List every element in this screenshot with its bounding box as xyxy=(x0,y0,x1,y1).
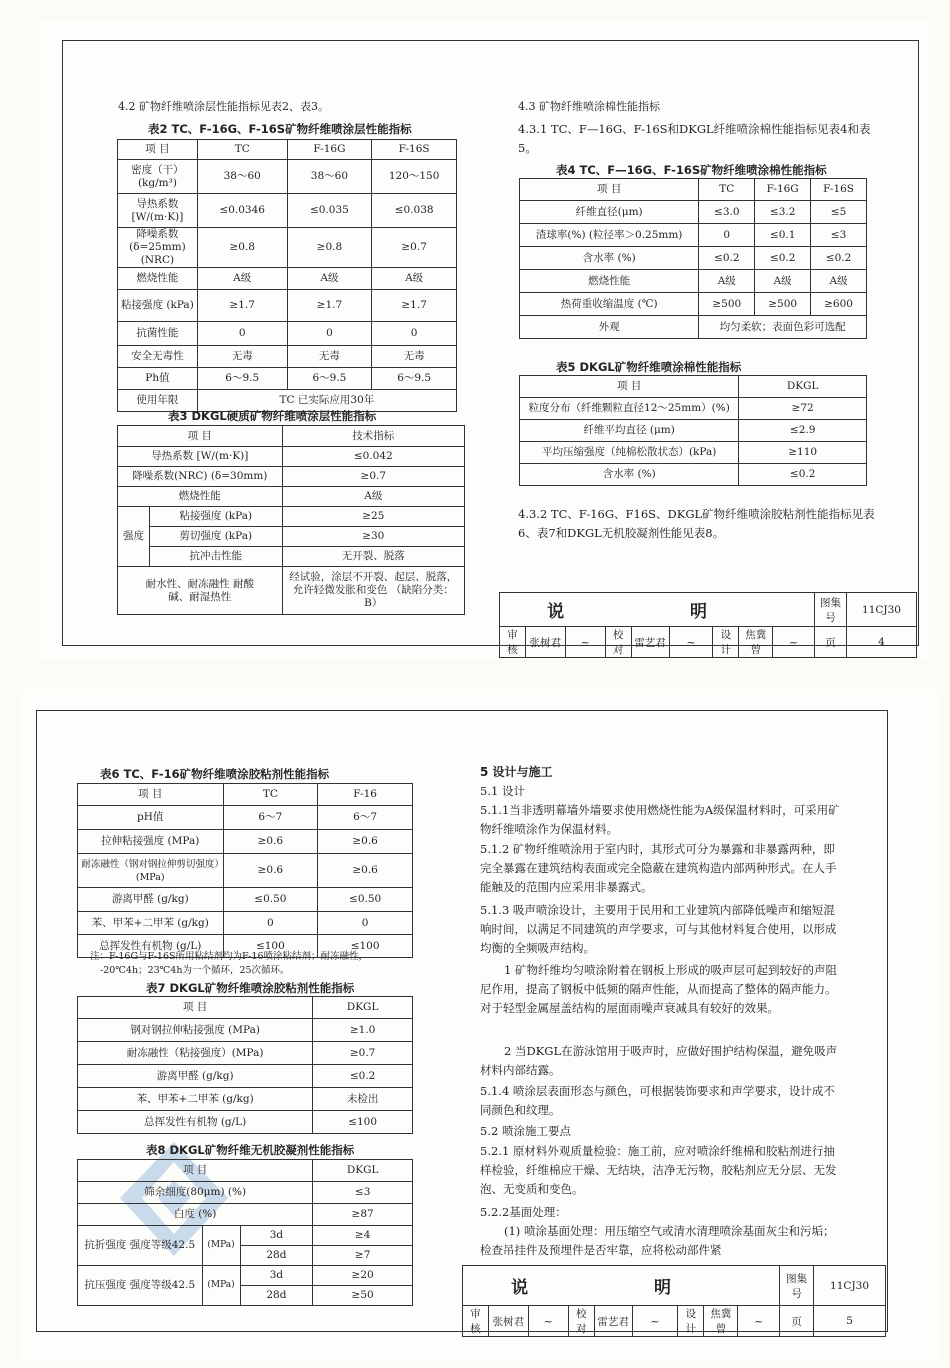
table-cell: 燃烧性能 xyxy=(118,268,198,290)
table-row xyxy=(520,224,867,247)
table-cell: 苯、甲苯+二甲苯 (g/kg) xyxy=(78,912,224,935)
table-cell: 剪切强度 (kPa) xyxy=(149,527,282,547)
table-cell: ≥0.6 xyxy=(318,854,413,888)
table-row xyxy=(520,376,867,398)
table-cell: ≤0.2 xyxy=(313,1065,413,1088)
table-row xyxy=(520,270,867,293)
table-row xyxy=(118,487,465,507)
table-cell: TC 已实际应用30年 xyxy=(197,390,456,412)
table-row xyxy=(463,1306,886,1337)
table-cell: ≤0.0346 xyxy=(197,194,287,228)
table-cell: 3d xyxy=(240,1226,313,1246)
table-row xyxy=(78,806,413,830)
table-cell: ≤100 xyxy=(313,1111,413,1134)
table-row xyxy=(520,464,867,486)
table-cell: 外观 xyxy=(520,316,699,339)
table-row xyxy=(118,346,457,368)
table-header-cell: TC xyxy=(197,140,287,160)
table-cell: ≥0.6 xyxy=(223,830,318,854)
table-cell: 粘接强度 (kPa) xyxy=(118,290,198,322)
table-cell: 燃烧性能 xyxy=(118,487,283,507)
table-cell: 0 xyxy=(197,322,287,346)
table-cell: Ph值 xyxy=(118,368,198,390)
table-cell: 38～60 xyxy=(197,160,287,194)
section-4-2-intro: 4.2 矿物纤维喷涂层性能指标见表2、表3。 xyxy=(118,100,329,113)
table-row xyxy=(520,179,867,201)
table-cell: 无毒 xyxy=(372,346,457,368)
atlas-label: 图集号 xyxy=(815,593,847,627)
table-cell: ≤3.2 xyxy=(755,201,811,224)
table-cell: 耐水性、耐冻融性 耐酸碱、耐湿热性 xyxy=(118,567,283,615)
section-5-1-1-text: 5.1.1当非透明幕墙外墙要求使用燃烧性能为A级保温材料时，可采用矿物纤维喷涂作为保温材料。 xyxy=(480,803,840,836)
table-cell: 抗折强度 强度等级42.5 xyxy=(78,1226,203,1266)
table-cell: 使用年限 xyxy=(118,390,198,412)
table-cell: ≤3 xyxy=(313,1182,413,1204)
table-row xyxy=(78,1266,413,1286)
table-cell: A级 xyxy=(287,268,372,290)
table-cell: 3d xyxy=(240,1266,313,1286)
table-row xyxy=(118,467,465,487)
table-header-cell: 项 目 xyxy=(78,784,224,806)
table-cell: ≤0.1 xyxy=(755,224,811,247)
table-cell: 热荷重收缩温度 (℃) xyxy=(520,293,699,316)
section-5-1-4-text: 5.1.4 喷涂层表面形态与颜色，可根据装饰要求和声学要求，设计成不同颜色和纹理。 xyxy=(480,1084,835,1117)
table-row xyxy=(520,398,867,420)
table-cell: ≥4 xyxy=(313,1226,413,1246)
section-4-3-heading: 4.3 矿物纤维喷涂棉性能指标 xyxy=(518,100,660,113)
table-cell: 6～7 xyxy=(318,806,413,830)
table-cell: ≥72 xyxy=(739,398,867,420)
table-row xyxy=(118,507,465,527)
table-row xyxy=(78,1226,413,1246)
checker-name: 雷艺君 xyxy=(594,1306,632,1337)
table-cell: ≤0.2 xyxy=(755,247,811,270)
checker-signature: ~ xyxy=(669,627,713,658)
reviewer-signature: ~ xyxy=(565,627,605,658)
table-cell: 密度（干）(kg/m³) xyxy=(118,160,198,194)
table-cell: 总挥发性有机物 (g/L) xyxy=(78,1111,313,1134)
table-2 xyxy=(117,139,457,412)
table-cell: 抗冲击性能 xyxy=(149,547,282,567)
table-row xyxy=(118,567,465,615)
table-cell: ≤2.9 xyxy=(739,420,867,442)
table-cell: ≤0.2 xyxy=(811,247,867,270)
table-cell: 120～150 xyxy=(372,160,457,194)
table-cell: ≥0.8 xyxy=(287,228,372,268)
table-row xyxy=(118,140,457,160)
table-3 xyxy=(117,425,465,615)
table-cell: ≤0.035 xyxy=(287,194,372,228)
table-cell: 导热系数 [W/(m·K)] xyxy=(118,447,283,467)
table-cell: 耐冻融性（钢对钢拉伸剪切强度）(MPa) xyxy=(78,854,224,888)
table-3-caption: 表3 DKGL硬质矿物纤维喷涂层性能指标 xyxy=(168,409,377,423)
check-label: 校对 xyxy=(568,1306,594,1337)
section-5-heading: 5 设计与施工 xyxy=(480,765,553,779)
table-cell: 6～9.5 xyxy=(197,368,287,390)
table-cell: ≤100 xyxy=(223,935,318,958)
table-row xyxy=(118,368,457,390)
table-row xyxy=(78,1111,413,1134)
table-cell: 粒度分布（纤维颗粒直径12～25mm）(%) xyxy=(520,398,739,420)
table-cell: 28d xyxy=(240,1246,313,1266)
table-header-cell: 项 目 xyxy=(78,997,313,1019)
table-cell: ≤5 xyxy=(811,201,867,224)
table-4 xyxy=(519,178,867,339)
table-cell: 筛余细度(80μm) (%) xyxy=(78,1182,313,1204)
page-number: 5 xyxy=(814,1306,886,1337)
table-header-cell: 项 目 xyxy=(78,1160,313,1182)
table-cell: 均匀柔软；表面色彩可选配 xyxy=(699,316,867,339)
table-8-caption: 表8 DKGL矿物纤维无机胶凝剂性能指标 xyxy=(146,1143,355,1157)
table-header-cell: 项 目 xyxy=(118,140,198,160)
table-row xyxy=(118,426,465,447)
table-cell: ≥1.7 xyxy=(287,290,372,322)
section-5-1-3-text: 5.1.3 吸声喷涂设计，主要用于民用和工业建筑内部降低噪声和缩短混响时间，以满足不同建筑的声学要求，可与其他材料复合使用，以形成均衡的全频吸声结构。 xyxy=(480,903,837,955)
section-5-1-3-item-1: 1 矿物纤维均匀喷涂附着在钢板上形成的吸声层可起到较好的声阻尼作用，提高了钢板中低频的隔声性能，从而提高了整体的隔声能力。对于轻型金属屋盖结构的屋面雨噪声衰减具有较好的效果。 xyxy=(480,963,837,1015)
table-cell: 平均压缩强度（纯棉松散状态）(kPa) xyxy=(520,442,739,464)
table-cell: 6～9.5 xyxy=(372,368,457,390)
table-cell: ≤0.50 xyxy=(223,888,318,912)
table-header-cell: DKGL xyxy=(313,997,413,1019)
table-row xyxy=(118,547,465,567)
table-cell: ≥1.7 xyxy=(197,290,287,322)
table-6-caption: 表6 TC、F-16矿物纤维喷涂胶粘剂性能指标 xyxy=(100,767,330,781)
section-4-3-2-text: 4.3.2 TC、F-16G、F16S、DKGL矿物纤维喷涂胶粘剂性能指标见表6、表7和DKGL无机胶凝剂性能见表8。 xyxy=(518,507,875,540)
table-row xyxy=(500,593,917,627)
table-cell: 0 xyxy=(372,322,457,346)
section-5-1-2-text: 5.1.2 矿物纤维喷涂用于室内时，其形式可分为暴露和非暴露两种，即完全暴露在建筑结构表面或完全隐蔽在建筑构造内部两种形式。在人手能触及的范围内应采用非暴露式。 xyxy=(480,842,837,894)
table-row xyxy=(520,201,867,224)
table-cell: 拉伸粘接强度 (MPa) xyxy=(78,830,224,854)
page-2-title-block xyxy=(462,1265,886,1337)
table-row xyxy=(78,1065,413,1088)
table-row xyxy=(118,290,457,322)
table-cell: ≤0.2 xyxy=(699,247,755,270)
table-row xyxy=(118,228,457,268)
table-header-cell: DKGL xyxy=(739,376,867,398)
title-block-title: 说 明 xyxy=(463,1266,780,1306)
table-cell: 0 xyxy=(287,322,372,346)
table-row xyxy=(78,1182,413,1204)
table-cell: ≥25 xyxy=(282,507,464,527)
atlas-number: 11CJ30 xyxy=(814,1266,886,1306)
table-7-caption: 表7 DKGL矿物纤维喷涂胶粘剂性能指标 xyxy=(146,981,355,995)
page-label: 页 xyxy=(815,627,847,658)
title-block-title: 说 明 xyxy=(500,593,815,627)
reviewer-signature: ~ xyxy=(528,1306,568,1337)
table-row xyxy=(463,1266,886,1306)
section-5-2-2-text: 5.2.2基面处理： xyxy=(480,1205,567,1219)
checker-signature: ~ xyxy=(632,1306,678,1337)
atlas-number: 11CJ30 xyxy=(847,593,917,627)
table-cell: 纤维直径(μm) xyxy=(520,201,699,224)
table-row xyxy=(78,1204,413,1226)
table-cell: 抗压强度 强度等级42.5 xyxy=(78,1266,203,1306)
table-cell: 6～7 xyxy=(223,806,318,830)
table-cell: 总挥发性有机物 (g/L) xyxy=(78,935,224,958)
table-cell: 无毒 xyxy=(287,346,372,368)
table-cell: ≥0.7 xyxy=(372,228,457,268)
checker-name: 雷艺君 xyxy=(631,627,669,658)
table-cell: (MPa) xyxy=(202,1226,240,1266)
table-4-caption: 表4 TC、F—16G、F-16S矿物纤维喷涂棉性能指标 xyxy=(556,163,827,177)
design-label: 设计 xyxy=(713,627,739,658)
table-cell: 含水率 (%) xyxy=(520,464,739,486)
table-cell: 无毒 xyxy=(197,346,287,368)
table-header-cell: F-16 xyxy=(318,784,413,806)
review-label: 审核 xyxy=(500,627,526,658)
table-cell: ≥0.6 xyxy=(223,854,318,888)
table-cell: ≥500 xyxy=(699,293,755,316)
table-7 xyxy=(77,996,413,1134)
table-cell: 无开裂、脱落 xyxy=(282,547,464,567)
table-cell: 纤维平均直径 (μm) xyxy=(520,420,739,442)
table-header-cell: F-16S xyxy=(372,140,457,160)
table-cell: 0 xyxy=(318,912,413,935)
table-cell: ≤3.0 xyxy=(699,201,755,224)
table-cell: 降噪系数(NRC) (δ=30mm) xyxy=(118,467,283,487)
designer-name: 焦冀曾 xyxy=(739,627,773,658)
table-header-cell: DKGL xyxy=(313,1160,413,1182)
table-row xyxy=(118,322,457,346)
table-header-cell: 项 目 xyxy=(520,376,739,398)
table-cell: ≥30 xyxy=(282,527,464,547)
table-6-note-line-1: 注：F-16G与F-16S所用粘结剂均为F-16喷涂粘结剂；耐冻融性， xyxy=(90,951,368,962)
table-cell: ≥7 xyxy=(313,1246,413,1266)
section-5-1-3-item-2: 2 当DKGL在游泳馆用于吸声时，应做好围护结构保温，避免吸声材料内部结露。 xyxy=(480,1044,838,1077)
table-row xyxy=(118,160,457,194)
table-header-cell: 技术指标 xyxy=(282,426,464,447)
table-row xyxy=(118,194,457,228)
table-header-cell: TC xyxy=(699,179,755,201)
table-6 xyxy=(77,783,413,958)
designer-signature: ~ xyxy=(773,627,815,658)
table-cell: ≥0.6 xyxy=(318,830,413,854)
table-5 xyxy=(519,375,867,486)
table-cell: 钢对钢拉伸粘接强度 (MPa) xyxy=(78,1019,313,1042)
table-cell: ≤0.038 xyxy=(372,194,457,228)
table-row xyxy=(78,784,413,806)
table-header-cell: 项 目 xyxy=(118,426,283,447)
section-5-1-heading: 5.1 设计 xyxy=(480,784,525,798)
table-cell: 6～9.5 xyxy=(287,368,372,390)
table-row xyxy=(118,447,465,467)
table-cell: ≥0.8 xyxy=(197,228,287,268)
table-cell: 38～60 xyxy=(287,160,372,194)
table-cell: ≥500 xyxy=(755,293,811,316)
table-cell: 降噪系数 (δ=25mm)(NRC) xyxy=(118,228,198,268)
table-cell: A级 xyxy=(755,270,811,293)
table-cell: ≤0.042 xyxy=(282,447,464,467)
reviewer-name: 张树君 xyxy=(488,1306,528,1337)
table-header-cell: 项 目 xyxy=(520,179,699,201)
table-row xyxy=(78,854,413,888)
table-cell: 经试验，涂层不开裂、起层、脱落，允许轻微发胀和变色 （缺陷分类：B） xyxy=(282,567,464,615)
table-cell: ≤3 xyxy=(811,224,867,247)
designer-name: 焦冀曾 xyxy=(704,1306,738,1337)
table-row xyxy=(520,293,867,316)
table-cell: 含水率 (%) xyxy=(520,247,699,270)
table-row xyxy=(78,1019,413,1042)
table-cell: 游离甲醛 (g/kg) xyxy=(78,888,224,912)
designer-signature: ~ xyxy=(738,1306,780,1337)
table-cell: A级 xyxy=(372,268,457,290)
table-cell: 游离甲醛 (g/kg) xyxy=(78,1065,313,1088)
table-row xyxy=(520,442,867,464)
table-cell: 导热系数 [W/(m·K)] xyxy=(118,194,198,228)
table-cell: 强度 xyxy=(118,507,150,567)
section-5-2-heading: 5.2 喷涂施工要点 xyxy=(480,1124,571,1138)
page-number: 4 xyxy=(847,627,917,658)
section-5-2-2-item-1: (1) 喷涂基面处理：用压缩空气或清水清理喷涂基面灰尘和污垢；检查吊挂件及预埋件是否牢靠，应将松动部件紧 xyxy=(480,1224,835,1257)
table-cell: A级 xyxy=(282,487,464,507)
table-cell: ≤0.2 xyxy=(739,464,867,486)
table-header-cell: F-16S xyxy=(811,179,867,201)
table-cell: ≤0.50 xyxy=(318,888,413,912)
table-cell: 抗菌性能 xyxy=(118,322,198,346)
table-cell: A级 xyxy=(197,268,287,290)
table-row xyxy=(78,1042,413,1065)
table-header-cell: F-16G xyxy=(287,140,372,160)
table-cell: ≥50 xyxy=(313,1286,413,1306)
table-row xyxy=(78,888,413,912)
reviewer-name: 张树君 xyxy=(525,627,565,658)
table-6-note-line-2: -20℃4h；23℃4h为一个循环，25次循环。 xyxy=(100,965,290,976)
table-cell: ≥0.7 xyxy=(282,467,464,487)
section-4-3-1-text: 4.3.1 TC、F—16G、F-16S和DKGL纤维喷涂棉性能指标见表4和表5。 xyxy=(518,122,871,155)
table-cell: 0 xyxy=(699,224,755,247)
table-cell: ≥20 xyxy=(313,1266,413,1286)
atlas-label: 图集号 xyxy=(780,1266,814,1306)
table-header-cell: TC xyxy=(223,784,318,806)
table-cell: 0 xyxy=(223,912,318,935)
table-row xyxy=(118,268,457,290)
table-row xyxy=(78,1160,413,1182)
table-row xyxy=(520,247,867,270)
table-row xyxy=(78,997,413,1019)
table-row xyxy=(520,420,867,442)
table-cell: A级 xyxy=(699,270,755,293)
page-label: 页 xyxy=(780,1306,814,1337)
table-8 xyxy=(77,1159,413,1306)
table-row xyxy=(78,912,413,935)
page-1-title-block xyxy=(499,592,917,658)
table-cell: 苯、甲苯+二甲苯 (g/kg) xyxy=(78,1088,313,1111)
table-cell: ≥1.7 xyxy=(372,290,457,322)
table-cell: A级 xyxy=(811,270,867,293)
table-5-caption: 表5 DKGL矿物纤维喷涂棉性能指标 xyxy=(556,360,742,374)
table-header-cell: F-16G xyxy=(755,179,811,201)
table-cell: ≤100 xyxy=(318,935,413,958)
table-cell: ≥87 xyxy=(313,1204,413,1226)
table-cell: ≥0.7 xyxy=(313,1042,413,1065)
table-cell: ≥600 xyxy=(811,293,867,316)
table-row xyxy=(520,316,867,339)
table-cell: 安全无毒性 xyxy=(118,346,198,368)
table-row xyxy=(78,830,413,854)
table-cell: 白度 (%) xyxy=(78,1204,313,1226)
table-cell: 28d xyxy=(240,1286,313,1306)
design-label: 设计 xyxy=(678,1306,704,1337)
section-5-2-1-text: 5.2.1 原材料外观质量检验：施工前，应对喷涂纤维棉和胶粘剂进行抽样检验，纤维棉应干燥、无结块，洁净无污物，胶粘剂应无分层、无发泡、无变质和变色。 xyxy=(480,1144,837,1196)
table-cell: pH值 xyxy=(78,806,224,830)
table-cell: 耐冻融性（粘接强度）(MPa) xyxy=(78,1042,313,1065)
table-row xyxy=(78,1088,413,1111)
table-cell: (MPa) xyxy=(202,1266,240,1306)
table-cell: 粘接强度 (kPa) xyxy=(149,507,282,527)
table-cell: 渣球率(%) (粒径率＞0.25mm) xyxy=(520,224,699,247)
check-label: 校对 xyxy=(605,627,631,658)
table-cell: ≥110 xyxy=(739,442,867,464)
table-cell: 燃烧性能 xyxy=(520,270,699,293)
review-label: 审核 xyxy=(463,1306,489,1337)
table-row xyxy=(118,527,465,547)
table-row xyxy=(500,627,917,658)
table-cell: 未检出 xyxy=(313,1088,413,1111)
table-cell: ≥1.0 xyxy=(313,1019,413,1042)
table-2-caption: 表2 TC、F-16G、F-16S矿物纤维喷涂层性能指标 xyxy=(148,122,412,136)
